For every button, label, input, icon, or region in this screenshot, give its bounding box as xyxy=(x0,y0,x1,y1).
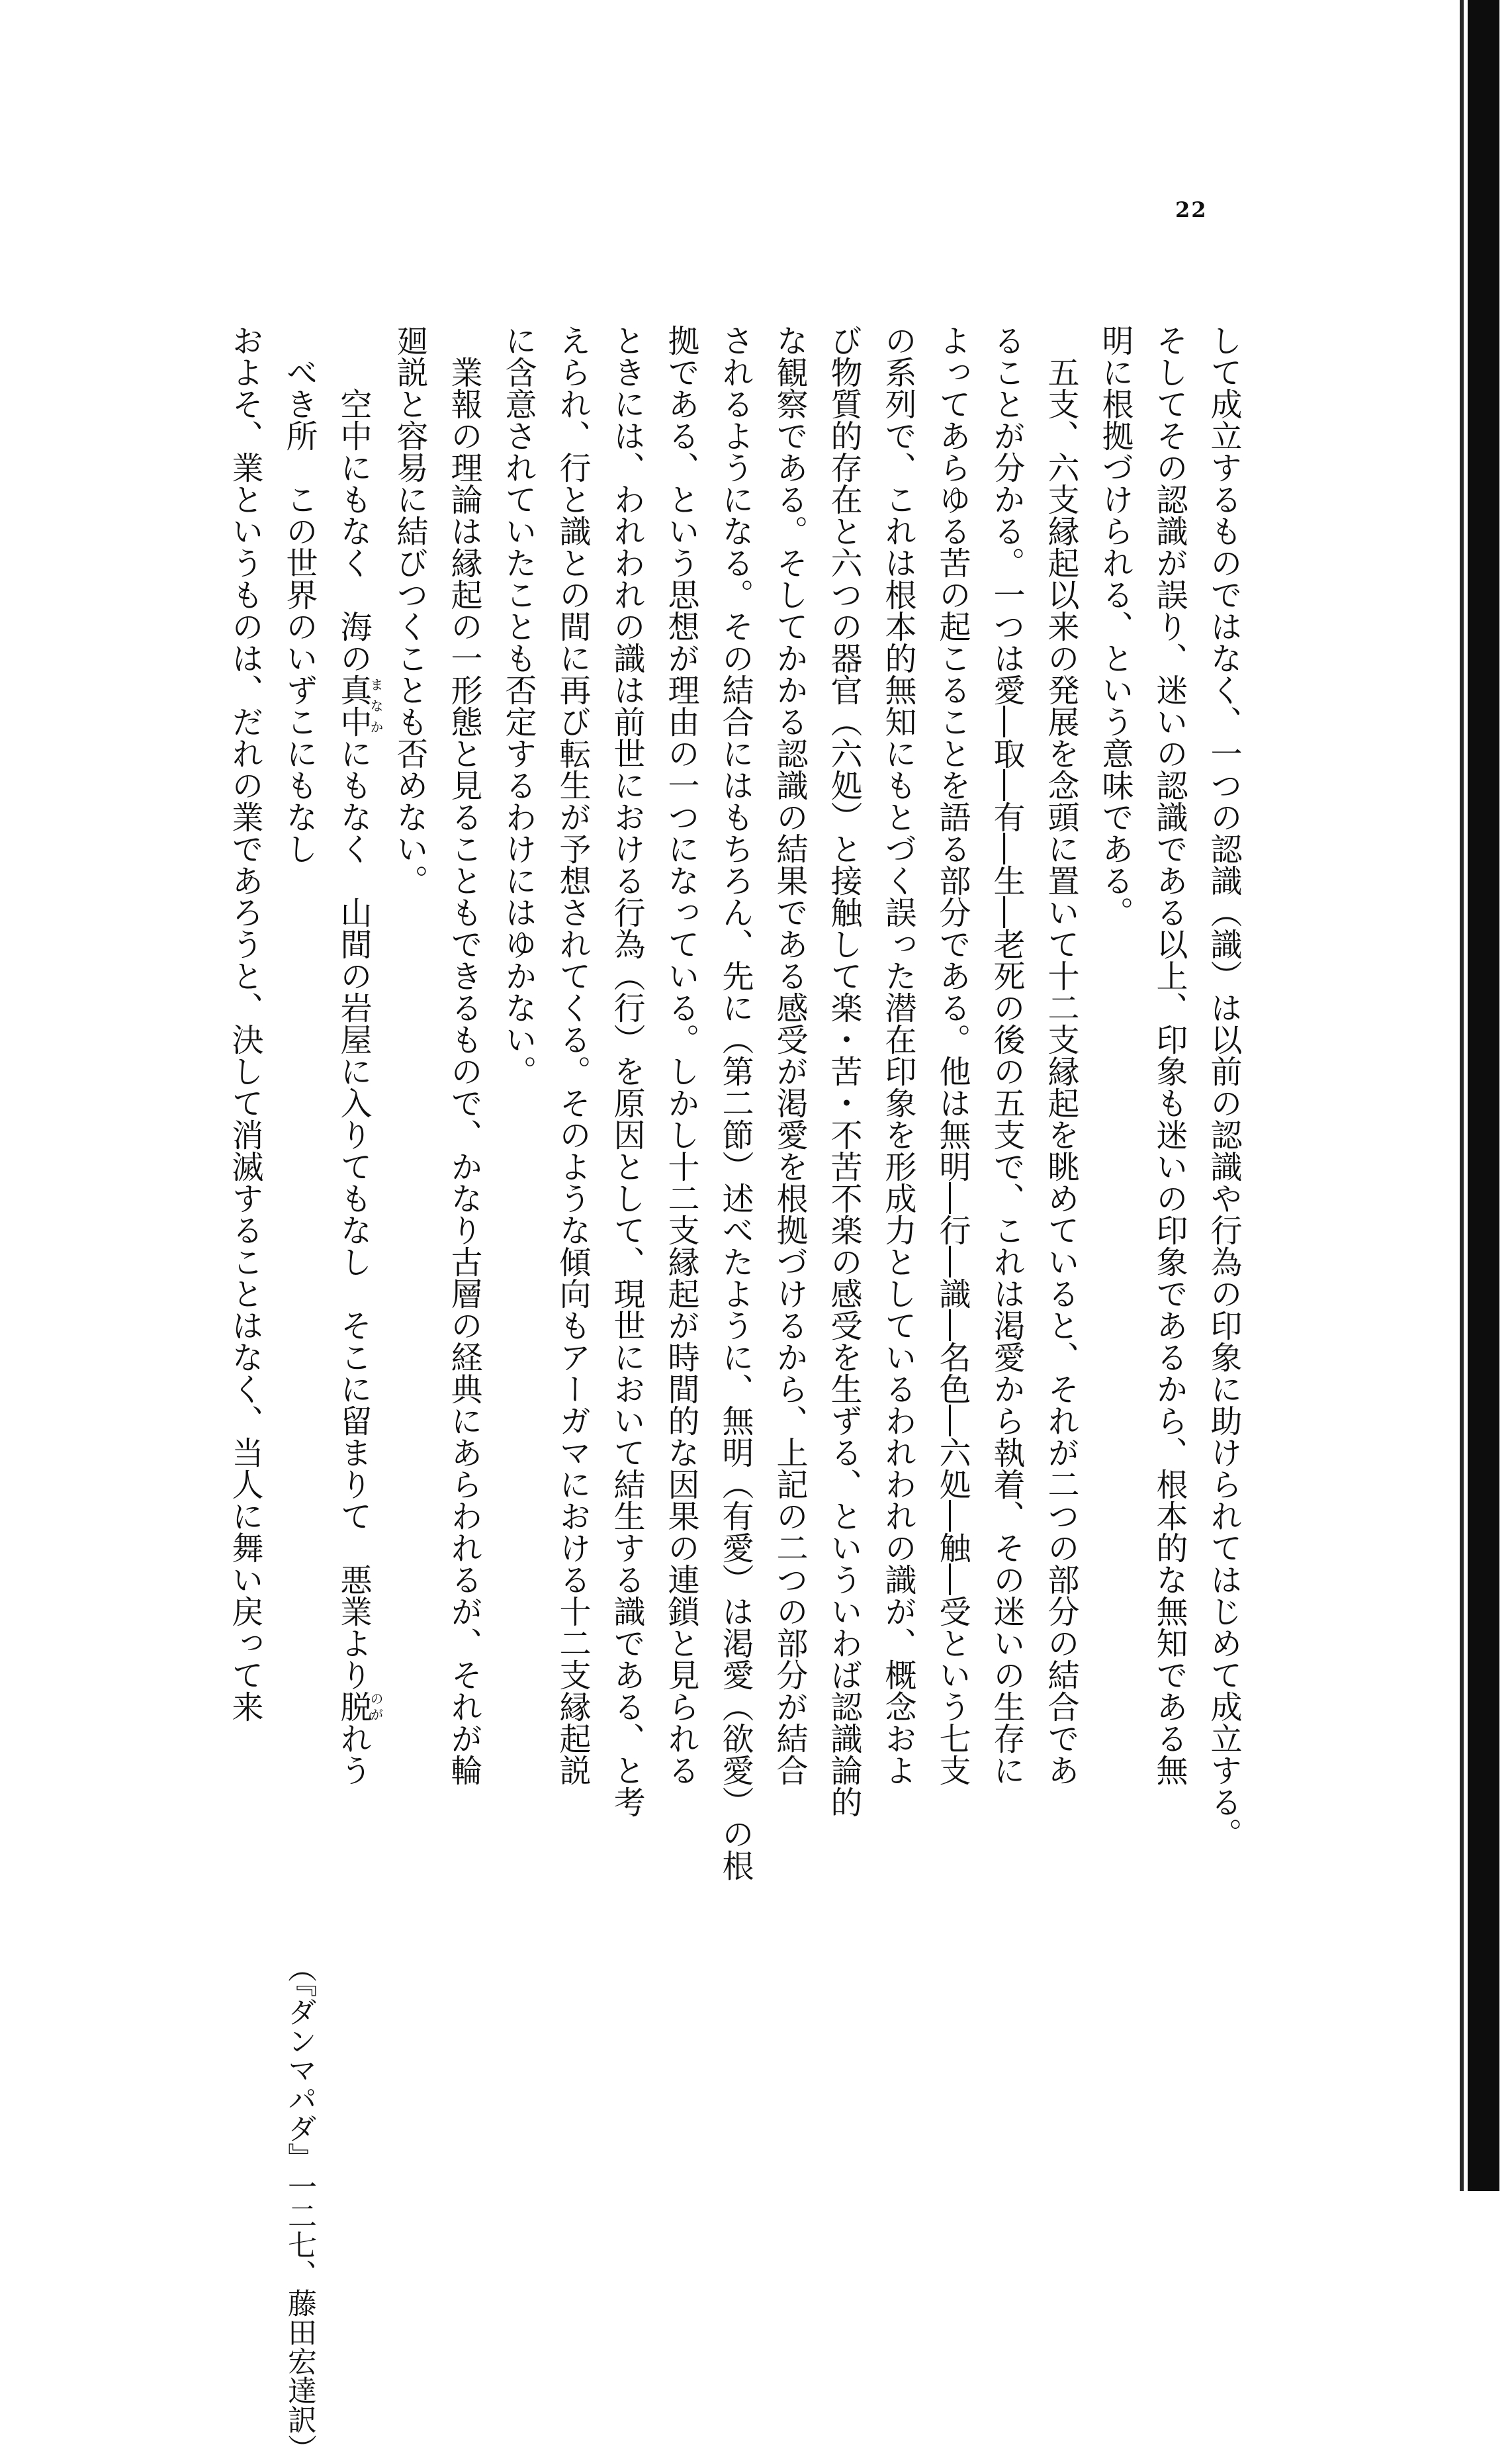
verse-text: 空中にもなく 海の xyxy=(335,388,372,674)
verse-text: れう xyxy=(335,1722,372,1786)
verse-citation: （『ダンマパダ』一二七、藤田宏達訳） xyxy=(283,1953,316,2463)
text-line: な観察である。そしてかかる認識の結果である感受が渇愛を根拠づけるから、上記の二つの部分が結合 xyxy=(771,324,808,1786)
ruby-reading: まなか xyxy=(368,674,384,737)
text-line: ることが分かる。一つは愛―取―有―生―老死の後の五支で、これは渇愛から執着、その迷いの生存に xyxy=(988,324,1025,1786)
page-number: 22 xyxy=(1175,197,1208,222)
vertical-text-body xyxy=(218,324,1251,2463)
text-line: よってあらゆる苦の起こることを語る部分である。他は無明―行―識―名色―六処―触―受という七支 xyxy=(934,324,971,1786)
text-line: そしてその認識が誤り、迷いの認識である以上、印象も迷いの印象であるから、根本的な無知である無 xyxy=(1151,324,1188,1786)
ruby-annotation xyxy=(335,674,384,737)
text-line: 明に根拠づけられる、という意味である。 xyxy=(1096,324,1134,928)
ruby-base: 真中 xyxy=(335,674,372,737)
text-line: およそ、業というものは、だれの業であろうと、決して消滅することはなく、当人に舞い戻って来 xyxy=(226,324,263,1722)
ruby-reading: のが xyxy=(368,1691,384,1722)
verse-line-1 xyxy=(326,324,382,1933)
text-line: ときには、われわれの識は前世における行為（行）を原因として、現世において結生する識である、と考 xyxy=(608,324,645,1818)
text-line: されるようになる。その結合にはもちろん、先に（第二節）述べたように、無明（有愛）は渇愛（欲愛）の根 xyxy=(717,324,754,1881)
verse-line-2 xyxy=(272,324,326,2463)
text-line: び物質的存在と六つの器官（六処）と接触して楽・苦・不苦不楽の感受を生ずる、といういわば認識論的 xyxy=(825,324,862,1818)
text-line: 業報の理論は縁起の一形態と見ることもできるもので、かなり古層の経典にあらわれるが、それが輪 xyxy=(445,356,482,1786)
verse-text: べき所 この世界のいずこにもなし xyxy=(281,356,318,864)
text-line: 拠である、という思想が理由の一つになっている。しかし十二支縁起が時間的な因果の連鎖と見られる xyxy=(662,324,699,1786)
scan-edge-border xyxy=(1468,0,1499,2191)
ruby-annotation xyxy=(335,1691,384,1722)
text-line: 五支、六支縁起以来の発展を念頭に置いて十二支縁起を眺めていると、それが二つの部分の結合であ xyxy=(1042,356,1079,1786)
text-line: の系列で、これは根本的無知にもとづく誤った潜在印象を形成力としているわれわれの識が、概念およ xyxy=(879,324,916,1786)
verse-text: にもなく 山間の岩屋に入りてもなし そこに留まりて 悪業より xyxy=(335,737,372,1691)
scan-edge-shadow xyxy=(1460,0,1464,2191)
text-line: 廻説と容易に結びつくことも否めない。 xyxy=(391,324,428,896)
text-line: して成立するものではなく、一つの認識（識）は以前の認識や行為の印象に助けられてはじめて成立する。 xyxy=(1205,324,1242,1849)
ruby-base: 脱 xyxy=(335,1691,372,1722)
text-line: えられ、行と識との間に再び転生が予想されてくる。そのような傾向もアーガマにおける十二支縁起説 xyxy=(554,324,591,1786)
text-line: に含意されていたことも否定するわけにはゆかない。 xyxy=(500,324,537,1087)
